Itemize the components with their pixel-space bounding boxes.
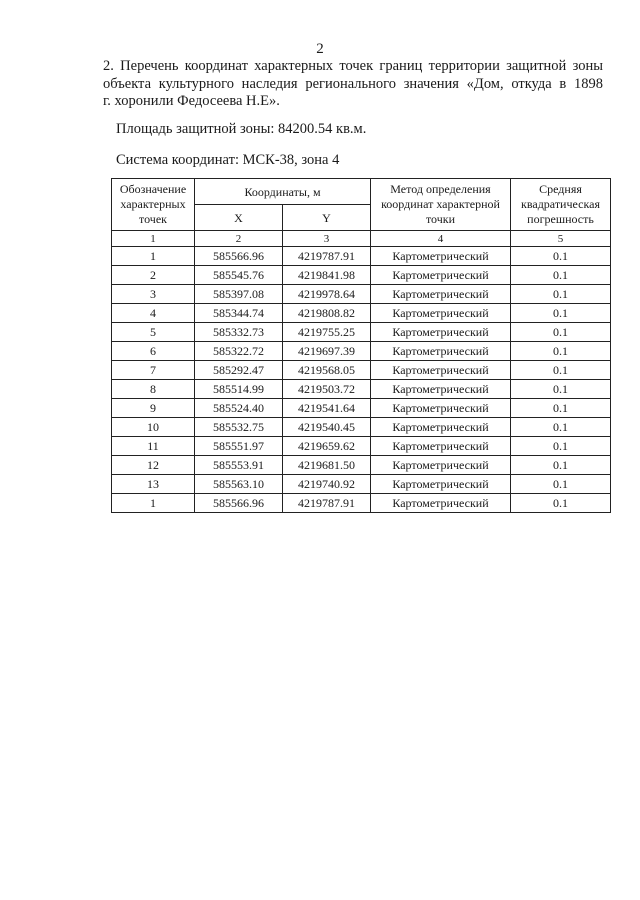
error-cell: 0.1 <box>511 342 611 361</box>
heading-line: г. хоронили Федосеева Н.Е». <box>103 93 280 109</box>
point-id-cell: 11 <box>112 437 195 456</box>
y-coordinate-cell: 4219978.64 <box>283 285 371 304</box>
table-row <box>112 456 611 475</box>
point-id-cell: 1 <box>112 494 195 513</box>
header-error: Средняя квадратическая погрешность <box>511 179 611 231</box>
method-cell: Картометрический <box>371 361 511 380</box>
table-row <box>112 494 611 513</box>
error-cell: 0.1 <box>511 361 611 380</box>
point-id-cell: 12 <box>112 456 195 475</box>
page-number: 2 <box>316 41 324 57</box>
method-cell: Картометрический <box>371 437 511 456</box>
column-number: 5 <box>511 231 611 247</box>
error-cell: 0.1 <box>511 456 611 475</box>
method-cell: Картометрический <box>371 342 511 361</box>
coordinates-table <box>111 178 611 513</box>
y-coordinate-cell: 4219787.91 <box>283 247 371 266</box>
x-coordinate-cell: 585322.72 <box>195 342 283 361</box>
table-body <box>112 247 611 513</box>
y-coordinate-cell: 4219697.39 <box>283 342 371 361</box>
y-coordinate-cell: 4219503.72 <box>283 380 371 399</box>
error-cell: 0.1 <box>511 437 611 456</box>
point-id-cell: 9 <box>112 399 195 418</box>
x-coordinate-cell: 585292.47 <box>195 361 283 380</box>
error-cell: 0.1 <box>511 399 611 418</box>
method-cell: Картометрический <box>371 323 511 342</box>
x-coordinate-cell: 585397.08 <box>195 285 283 304</box>
error-cell: 0.1 <box>511 494 611 513</box>
error-cell: 0.1 <box>511 247 611 266</box>
point-id-cell: 8 <box>112 380 195 399</box>
table-row <box>112 475 611 494</box>
table-row <box>112 380 611 399</box>
heading-line: 2. Перечень координат характерных точек границ территории защитной зоны <box>103 58 603 74</box>
header-x: X <box>195 205 283 231</box>
point-id-cell: 7 <box>112 361 195 380</box>
y-coordinate-cell: 4219541.64 <box>283 399 371 418</box>
table-row <box>112 247 611 266</box>
point-id-cell: 6 <box>112 342 195 361</box>
error-cell: 0.1 <box>511 380 611 399</box>
coordinate-system: Система координат: МСК-38, зона 4 <box>116 152 340 168</box>
column-number: 1 <box>112 231 195 247</box>
table-row <box>112 361 611 380</box>
table-row <box>112 342 611 361</box>
y-coordinate-cell: 4219740.92 <box>283 475 371 494</box>
point-id-cell: 10 <box>112 418 195 437</box>
method-cell: Картометрический <box>371 475 511 494</box>
column-number: 3 <box>283 231 371 247</box>
table-row <box>112 323 611 342</box>
table-row <box>112 266 611 285</box>
zone-area: Площадь защитной зоны: 84200.54 кв.м. <box>116 121 367 137</box>
x-coordinate-cell: 585566.96 <box>195 494 283 513</box>
point-id-cell: 13 <box>112 475 195 494</box>
table-row <box>112 304 611 323</box>
method-cell: Картометрический <box>371 418 511 437</box>
x-coordinate-cell: 585332.73 <box>195 323 283 342</box>
header-method: Метод определения координат характерной точки <box>371 179 511 231</box>
x-coordinate-cell: 585553.91 <box>195 456 283 475</box>
y-coordinate-cell: 4219787.91 <box>283 494 371 513</box>
table-row <box>112 437 611 456</box>
column-number: 2 <box>195 231 283 247</box>
x-coordinate-cell: 585344.74 <box>195 304 283 323</box>
header-y: Y <box>283 205 371 231</box>
method-cell: Картометрический <box>371 380 511 399</box>
x-coordinate-cell: 585551.97 <box>195 437 283 456</box>
x-coordinate-cell: 585563.10 <box>195 475 283 494</box>
method-cell: Картометрический <box>371 285 511 304</box>
error-cell: 0.1 <box>511 418 611 437</box>
method-cell: Картометрический <box>371 494 511 513</box>
header-point: Обозначение характерных точек <box>112 179 195 231</box>
y-coordinate-cell: 4219568.05 <box>283 361 371 380</box>
y-coordinate-cell: 4219755.25 <box>283 323 371 342</box>
table-row <box>112 285 611 304</box>
y-coordinate-cell: 4219659.62 <box>283 437 371 456</box>
x-coordinate-cell: 585524.40 <box>195 399 283 418</box>
method-cell: Картометрический <box>371 304 511 323</box>
x-coordinate-cell: 585566.96 <box>195 247 283 266</box>
section-heading <box>103 58 603 111</box>
point-id-cell: 5 <box>112 323 195 342</box>
method-cell: Картометрический <box>371 247 511 266</box>
method-cell: Картометрический <box>371 456 511 475</box>
x-coordinate-cell: 585532.75 <box>195 418 283 437</box>
x-coordinate-cell: 585514.99 <box>195 380 283 399</box>
error-cell: 0.1 <box>511 475 611 494</box>
y-coordinate-cell: 4219808.82 <box>283 304 371 323</box>
column-number: 4 <box>371 231 511 247</box>
point-id-cell: 4 <box>112 304 195 323</box>
method-cell: Картометрический <box>371 399 511 418</box>
error-cell: 0.1 <box>511 266 611 285</box>
error-cell: 0.1 <box>511 304 611 323</box>
point-id-cell: 2 <box>112 266 195 285</box>
method-cell: Картометрический <box>371 266 511 285</box>
x-coordinate-cell: 585545.76 <box>195 266 283 285</box>
error-cell: 0.1 <box>511 323 611 342</box>
y-coordinate-cell: 4219681.50 <box>283 456 371 475</box>
y-coordinate-cell: 4219841.98 <box>283 266 371 285</box>
table-row <box>112 418 611 437</box>
header-coordinates: Координаты, м <box>195 179 371 205</box>
point-id-cell: 1 <box>112 247 195 266</box>
y-coordinate-cell: 4219540.45 <box>283 418 371 437</box>
point-id-cell: 3 <box>112 285 195 304</box>
error-cell: 0.1 <box>511 285 611 304</box>
table-row <box>112 399 611 418</box>
heading-line: объекта культурного наследия регионального значения «Дом, откуда в 1898 <box>103 75 603 92</box>
